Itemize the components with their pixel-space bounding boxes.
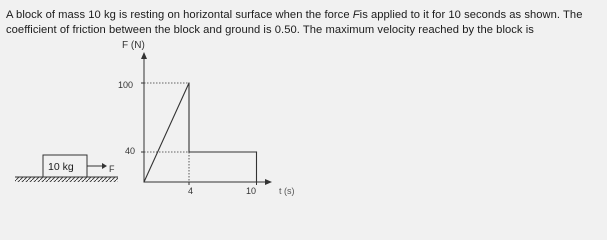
force-curve-point-0 <box>143 181 144 182</box>
x-tick-label-4: 4 <box>188 186 194 196</box>
force-arrow-head <box>102 163 107 169</box>
force-curve-point-4 <box>256 181 257 182</box>
y-tick-label-40: 40 <box>125 146 136 156</box>
force-curve-line-0 <box>144 83 257 182</box>
block-diagram <box>15 155 118 182</box>
force-curve-point-3 <box>256 151 257 152</box>
question-line-1-start: A block of mass 10 kg is resting on horizontal surface when the force <box>6 9 353 21</box>
question-line-1-end: is applied to it for 10 seconds as shown. The <box>359 9 583 21</box>
block-mass-label: 10 kg <box>48 161 74 173</box>
force-time-graph <box>118 40 295 196</box>
plot-area <box>141 82 257 185</box>
y-axis-arrowhead <box>141 52 147 59</box>
force-symbol: F <box>352 9 360 21</box>
force-curve-point-2 <box>188 151 189 152</box>
question-line-2: coefficient of friction between the block and ground is 0.50. The maximum velocity reached by the block is <box>6 24 534 36</box>
ground-hatching <box>15 177 118 182</box>
force-arrow-label: F <box>109 164 115 174</box>
force-curve-point-1 <box>188 82 189 83</box>
y-tick-label-100: 100 <box>118 80 134 90</box>
x-axis-arrowhead <box>265 179 272 185</box>
x-tick-label-10: 10 <box>246 186 257 196</box>
x-axis-label: t (s) <box>279 186 295 196</box>
y-axis-label: F (N) <box>122 40 145 51</box>
